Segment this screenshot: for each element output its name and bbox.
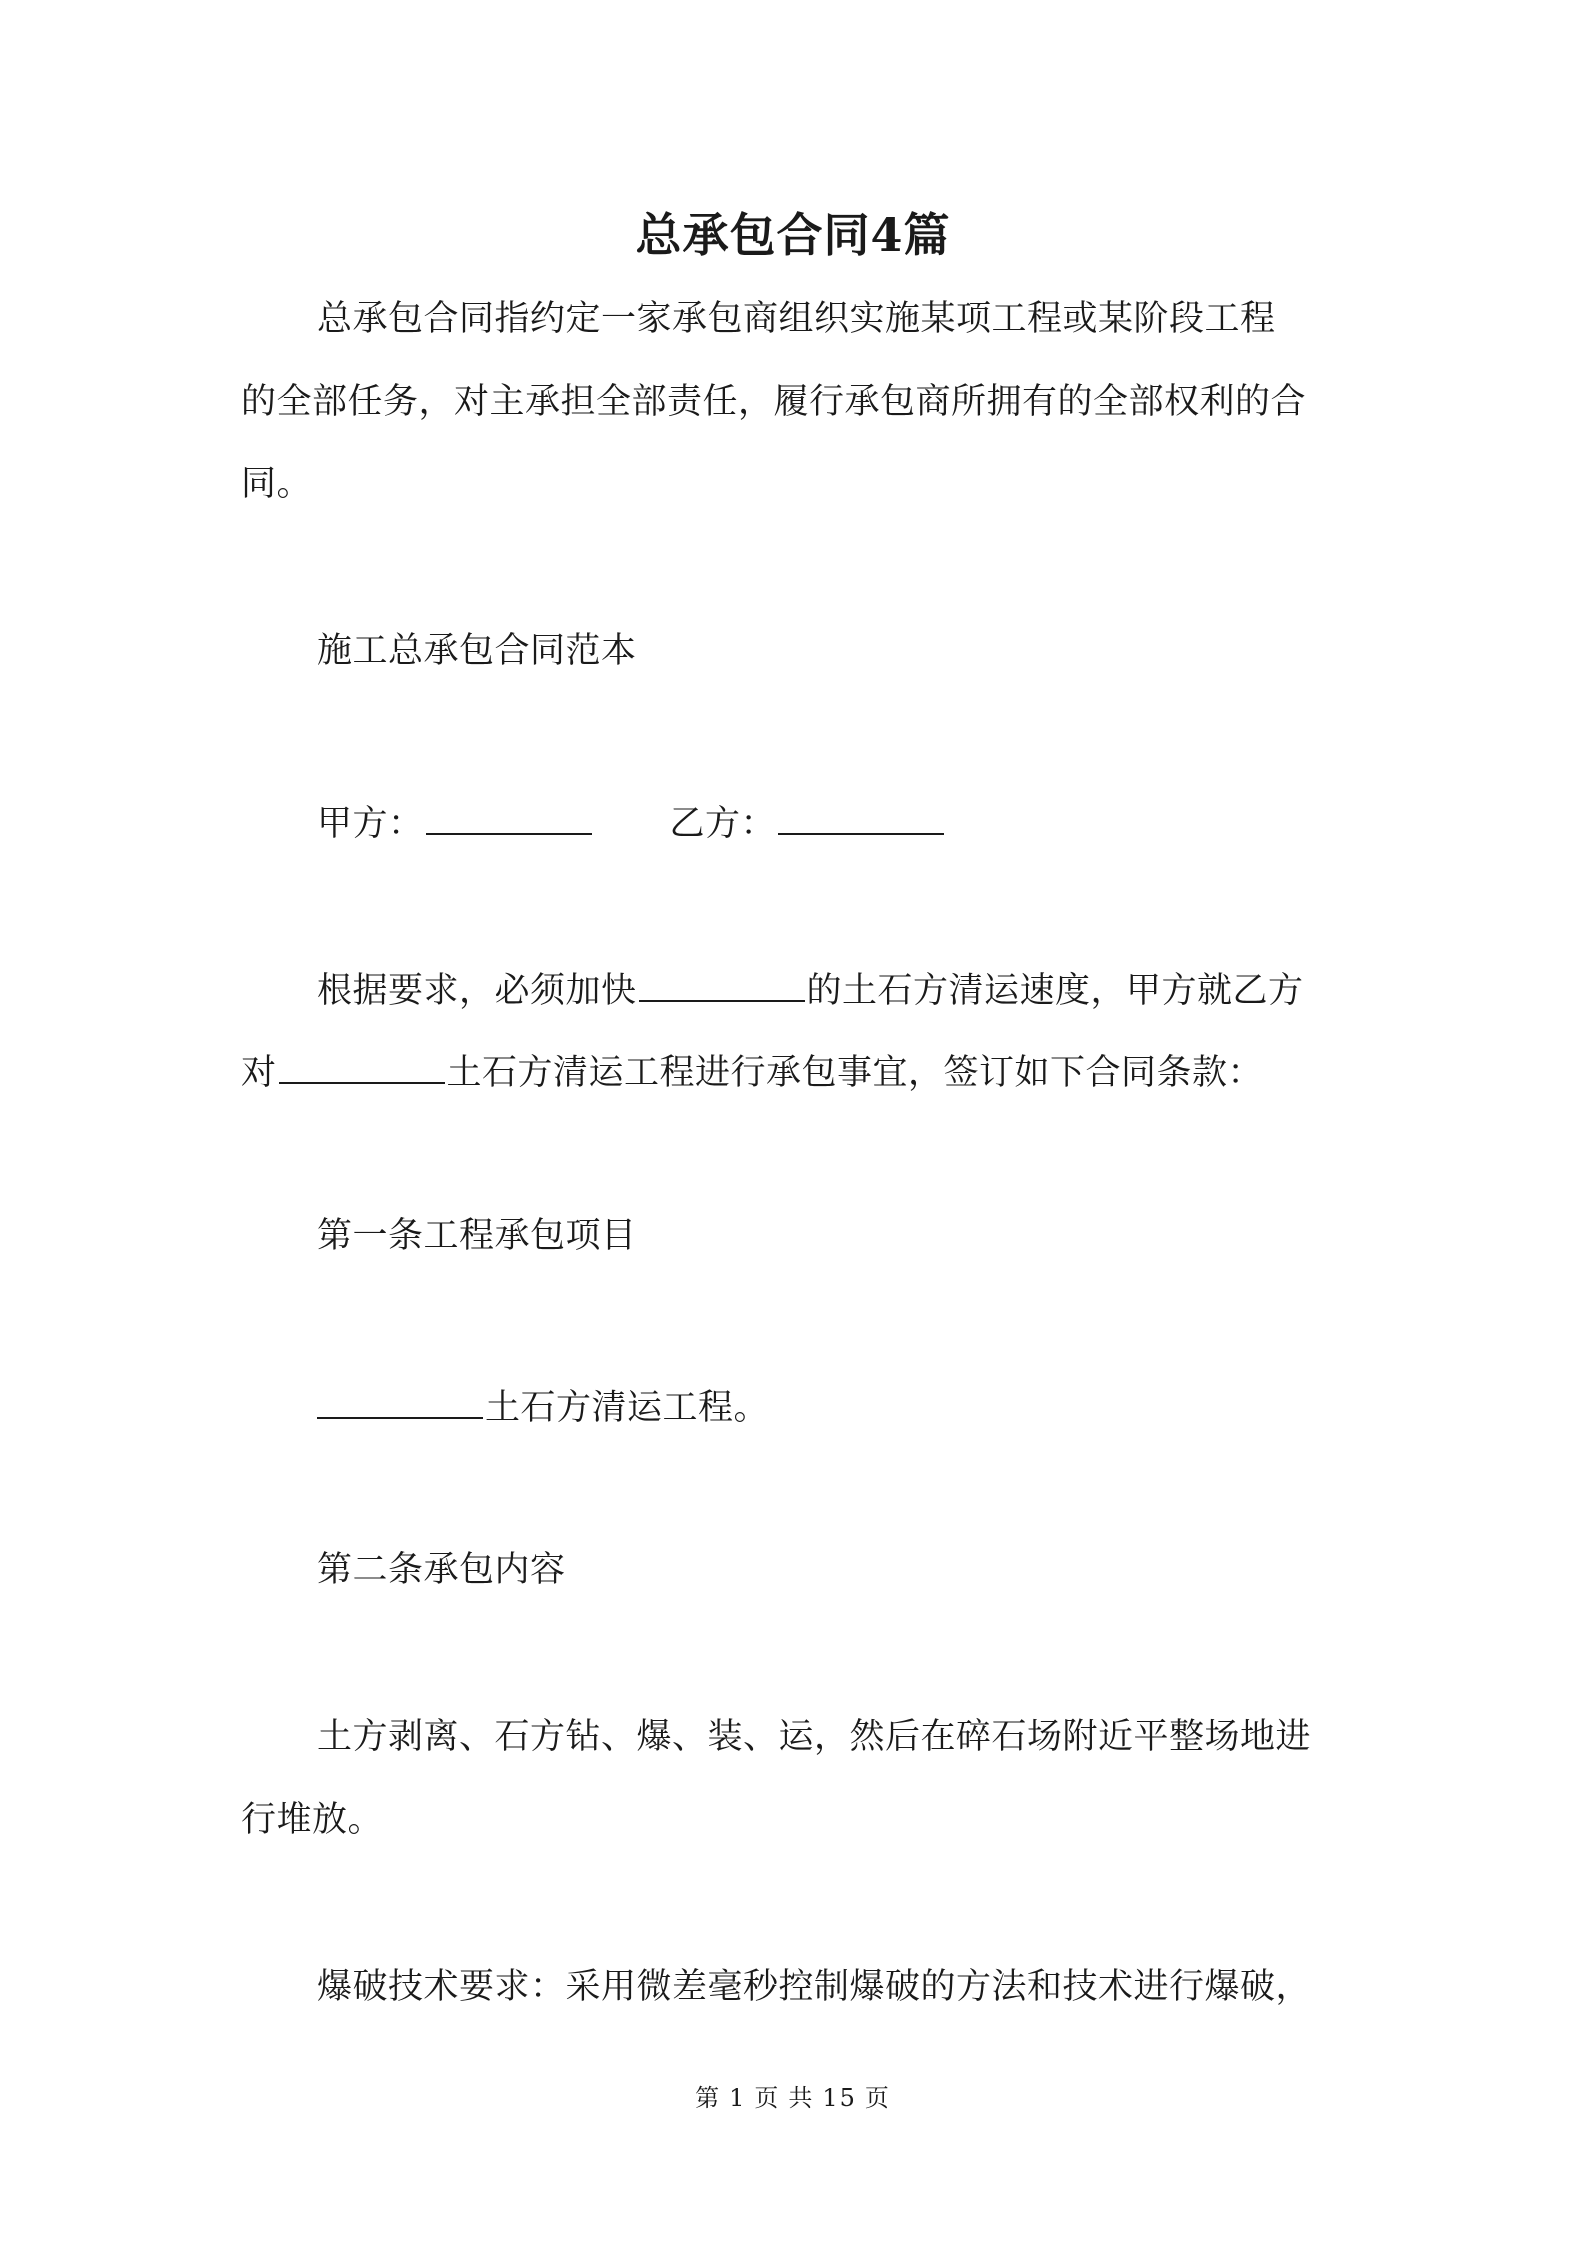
intro-line-2: 的全部任务，对主承担全部责任，履行承包商所拥有的全部权利的合 [241,382,1307,422]
footer-total-unit: 页 [864,2084,891,2112]
template-heading: 施工总承包合同范本 [317,631,637,671]
parties-line [317,795,946,848]
preamble-line-2 [241,1044,1263,1097]
article-2-text-line-2: 行堆放。 [241,1800,384,1840]
project-name-blank [639,962,805,1002]
party-b-blank [778,795,944,835]
project-blank-2 [279,1044,445,1084]
preamble-line-1 [317,962,1304,1015]
preamble-text-start: 根据要求，必须加快 [317,971,637,1011]
article-1-text-line [317,1379,769,1432]
article-1-blank [317,1379,483,1419]
intro-line-1: 总承包合同指约定一家承包商组织实施某项工程或某阶段工程 [317,299,1276,339]
footer-page-unit: 页 [754,2084,781,2112]
preamble-line2-start: 对 [241,1053,277,1093]
article-2-heading: 第二条承包内容 [317,1550,566,1590]
party-b-label: 乙方： [669,804,777,844]
preamble-text-end: 的土石方清运速度，甲方就乙方 [806,971,1304,1011]
party-a-blank [426,795,592,835]
preamble-line2-end: 土石方清运工程进行承包事宜，签订如下合同条款： [446,1053,1264,1093]
footer-page-number: 1 [729,2084,747,2112]
article-2-text-line-1: 土方剥离、石方钻、爆、装、运，然后在碎石场附近平整场地进 [317,1717,1312,1757]
footer-total-label: 共 [788,2084,815,2112]
footer-total-pages: 15 [822,2084,857,2112]
article-1-heading: 第一条工程承包项目 [317,1216,637,1256]
footer-page-label: 第 [695,2084,722,2112]
blasting-requirements: 爆破技术要求：采用微差毫秒控制爆破的方法和技术进行爆破， [317,1967,1312,2007]
intro-line-3: 同。 [241,464,313,504]
article-1-text: 土石方清运工程。 [485,1388,770,1428]
page-footer [0,2082,1586,2114]
party-a-label: 甲方： [317,804,424,844]
document-title: 总承包合同4篇 [635,208,951,262]
